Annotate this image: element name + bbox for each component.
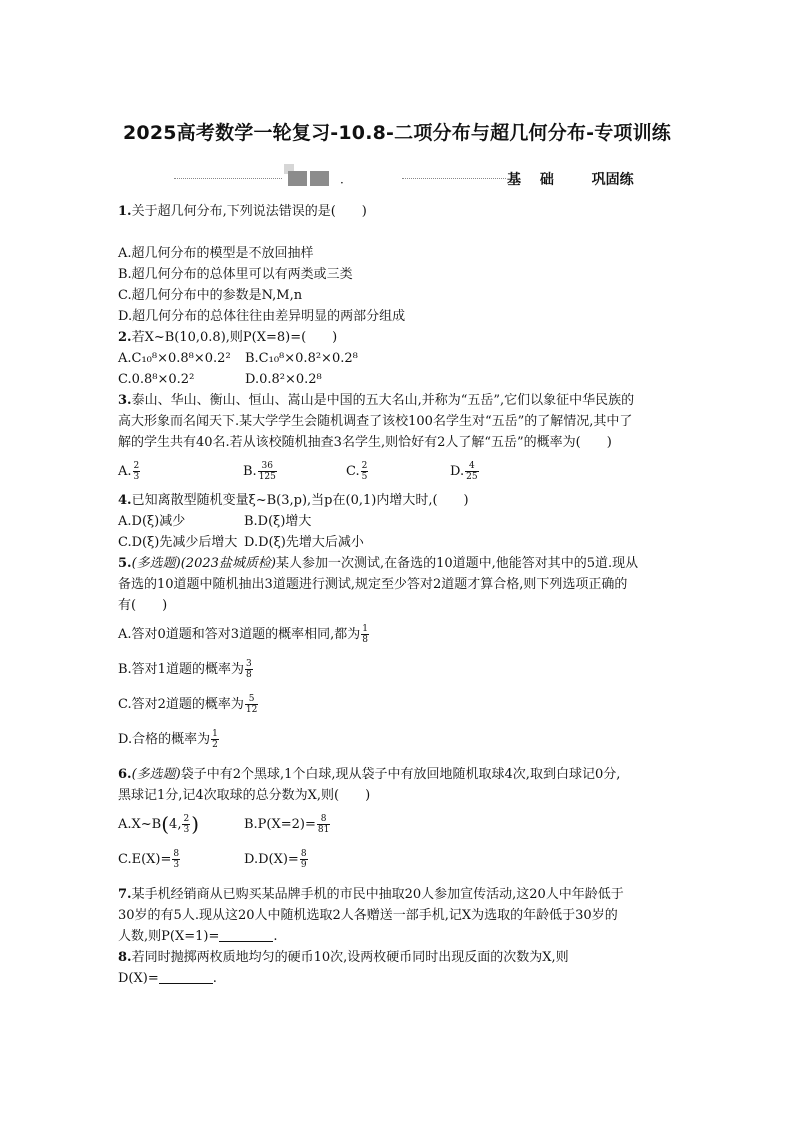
- fraction: $\frac{1}{8}$: [362, 624, 368, 645]
- q2-options-row-2: [118, 369, 678, 390]
- fraction: $\frac{8}{9}$: [300, 849, 307, 870]
- fraction: $\frac{8}{81}$: [317, 814, 330, 835]
- q5-stem-line-1: 5.(多选题)(2023盐城质检)某人参加一次测试,在备选的10道题中,他能答对其中的5道.现从: [118, 556, 639, 571]
- fraction: $\frac{3}{8}$: [245, 659, 252, 680]
- q5-stem-line-2: 备选的10道题中随机抽出3道题进行测试,规定至少答对2道题才算合格,则下列选项正确的: [118, 577, 628, 592]
- decor-block-1: [288, 171, 307, 186]
- q3-stem-line-3: 解的学生共有40名.若从该校随机抽查3名学生,则恰好有2人了解“五岳”的概率为( ): [118, 435, 612, 450]
- q8-stem-line-1: 8.若同时抛掷两枚质地均匀的硬币10次,设两枚硬币同时出现反面的次数为X,则: [118, 950, 569, 965]
- q6-option-d: D.D(X)= $\frac{8}{9}$: [244, 849, 307, 870]
- q4-option-d: D.D(ξ)先增大后减小: [244, 535, 364, 550]
- section-header: [170, 167, 650, 193]
- q2-option-a: A.C₁₀⁸×0.8⁸×0.2²: [118, 351, 231, 366]
- q1-stem: 1.关于超几何分布,下列说法错误的是( ): [118, 204, 367, 219]
- q4-option-b: B.D(ξ)增大: [244, 514, 312, 529]
- fraction: $\frac{2}{5}$: [361, 461, 368, 482]
- fraction: $\frac{8}{3}$: [173, 849, 180, 870]
- q7-stem-line-3: 人数,则P(X=1)= .: [118, 929, 278, 944]
- q5-stem-line-3: 有( ): [118, 598, 168, 613]
- q2-options-row-1: [118, 348, 678, 369]
- q4-stem: 4.已知离散型随机变量ξ~B(3,p),当p在(0,1)内增大时,( ): [118, 493, 469, 508]
- question-list: [118, 201, 678, 989]
- decor-block-2: [310, 171, 329, 186]
- q3-option-c: C. $\frac{2}{5}$: [346, 461, 368, 482]
- q1-option-a: A.超几何分布的模型是不放回抽样: [118, 246, 314, 261]
- q2-option-d: D.0.8²×0.2⁸: [245, 372, 322, 387]
- q4-option-a: A.D(ξ)减少: [118, 514, 186, 529]
- q1-option-b: B.超几何分布的总体里可以有两类或三类: [118, 267, 353, 282]
- q1-option-d: D.超几何分布的总体往往由差异明显的两部分组成: [118, 309, 406, 324]
- answer-blank[interactable]: [159, 969, 213, 984]
- fraction: $\frac{36}{125}$: [258, 461, 276, 482]
- q3-stem-line-1: 3.泰山、华山、衡山、恒山、嵩山是中国的五大名山,并称为“五岳”,它们以象征中华民族的: [118, 393, 635, 408]
- q5-tag: (多选题)(2023盐城质检): [131, 556, 276, 571]
- dotted-rule-left: [174, 178, 282, 179]
- answer-blank[interactable]: [219, 927, 273, 942]
- q6-options-row-1: [118, 814, 678, 835]
- fraction: $\frac{4}{25}$: [466, 461, 478, 482]
- q5-option-d: D.合格的概率为 $\frac{1}{2}$: [118, 729, 218, 750]
- fraction: $\frac{2}{3}$: [183, 814, 190, 835]
- q3-options-row: [118, 461, 678, 482]
- q3-option-b: B. $\frac{36}{125}$: [243, 461, 276, 482]
- q6-option-b: B.P(X=2)= $\frac{8}{81}$: [244, 814, 330, 835]
- q5-option-b: B.答对1道题的概率为 $\frac{3}{8}$: [118, 659, 252, 680]
- q2-option-c: C.0.8⁸×0.2²: [118, 372, 195, 387]
- q6-tag: (多选题): [131, 767, 181, 782]
- q5-option-c: C.答对2道题的概率为 $\frac{5}{12}$: [118, 694, 258, 715]
- q2-option-b: B.C₁₀⁸×0.8²×0.2⁸: [245, 351, 358, 366]
- q6-options-row-2: [118, 849, 678, 870]
- q6-option-a: A.X~B(4, $\frac{2}{3}$ ): [118, 812, 199, 836]
- dotted-rule-right: [402, 178, 506, 179]
- q3-stem-line-2: 高大形象而名闻天下.某大学学生会随机调查了该校100名学生对“五岳”的了解情况,其中了: [118, 414, 633, 429]
- fraction: $\frac{5}{12}$: [245, 694, 258, 715]
- q3-option-d: D. $\frac{4}{25}$: [450, 461, 478, 482]
- q1-option-c: C.超几何分布中的参数是N,M,n: [118, 288, 303, 303]
- q7-stem-line-1: 7.某手机经销商从已购买某品牌手机的市民中抽取20人参加宣传活动,这20人中年龄低于: [118, 887, 624, 902]
- q6-option-c: C.E(X)= $\frac{8}{3}$: [118, 849, 180, 870]
- q6-stem-line-1: 6.(多选题)袋子中有2个黑球,1个白球,现从袋子中有放回地随机取球4次,取到白球记0分,: [118, 767, 621, 782]
- fraction: $\frac{2}{3}$: [133, 461, 140, 482]
- document-title: 2025高考数学一轮复习-10.8-二项分布与超几何分布-专项训练: [122, 122, 672, 144]
- q7-stem-line-2: 30岁的有5人.现从这20人中随机选取2人各赠送一部手机,记X为选取的年龄低于30岁的: [118, 908, 618, 923]
- q2-stem: 2.若X~B(10,0.8),则P(X=8)=( ): [118, 330, 338, 345]
- q4-option-c: C.D(ξ)先减少后增大: [118, 535, 238, 550]
- q4-options-row-1: [118, 511, 678, 532]
- decor-dot: ·: [340, 176, 344, 190]
- q5-option-a: A.答对0道题和答对3道题的概率相同,都为 $\frac{1}{8}$: [118, 624, 368, 645]
- q6-stem-line-2: 黑球记1分,记4次取球的总分数为X,则( ): [118, 788, 371, 803]
- section-label: 基 础 巩固练: [507, 172, 634, 188]
- fraction: $\frac{1}{2}$: [212, 729, 218, 750]
- q3-option-a: A. $\frac{2}{3}$: [118, 461, 140, 482]
- q4-options-row-2: [118, 532, 678, 553]
- q8-stem-line-2: D(X)= .: [118, 971, 217, 986]
